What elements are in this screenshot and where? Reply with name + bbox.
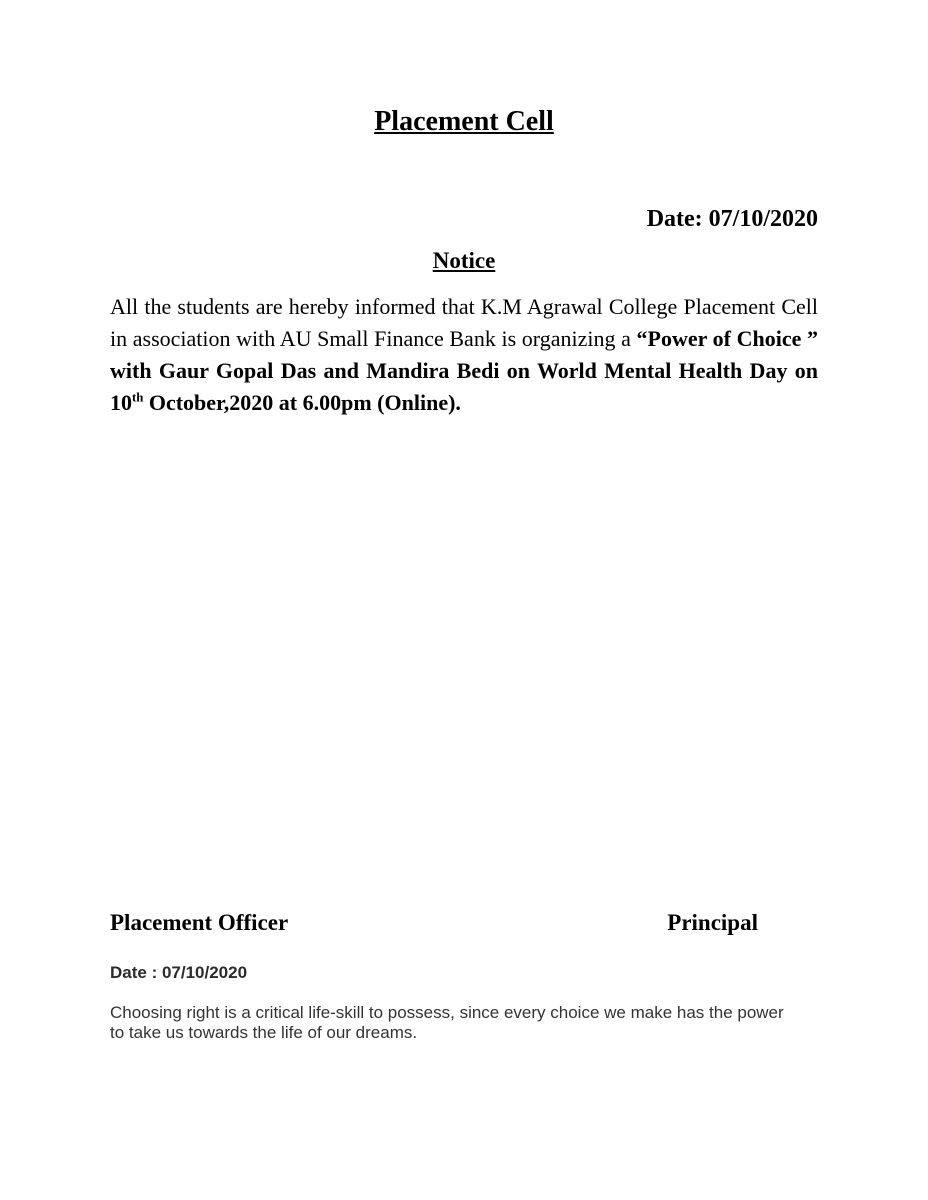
- notice-body-bold-end: October,2020 at 6.00pm (Online).: [143, 389, 461, 415]
- footer-quote: Choosing right is a critical life-skill to possess, since every choice we make has the power to take us towards the life of our dreams.: [110, 1002, 784, 1042]
- signature-date: Date : 07/10/2020: [110, 962, 248, 982]
- notice-body-normal: All the students are hereby informed that K.M Agrawal College Placement Cell in association with AU Small Finance Bank is organizing a: [110, 293, 818, 351]
- notice-body: [110, 291, 818, 419]
- ordinal-superscript: th: [132, 390, 144, 405]
- header-date: Date: 07/10/2020: [646, 205, 818, 232]
- page-title: Placement Cell: [374, 106, 554, 137]
- signature-row: [110, 909, 818, 937]
- notice-body-bold: “Power of Choice ” with Gaur Gopal Das and Mandira Bedi on World Mental Health Day on 10: [110, 325, 818, 415]
- signatory-placement-officer: Placement Officer: [110, 909, 289, 935]
- signatory-principal: Principal: [667, 909, 758, 935]
- notice-heading: Notice: [432, 248, 496, 274]
